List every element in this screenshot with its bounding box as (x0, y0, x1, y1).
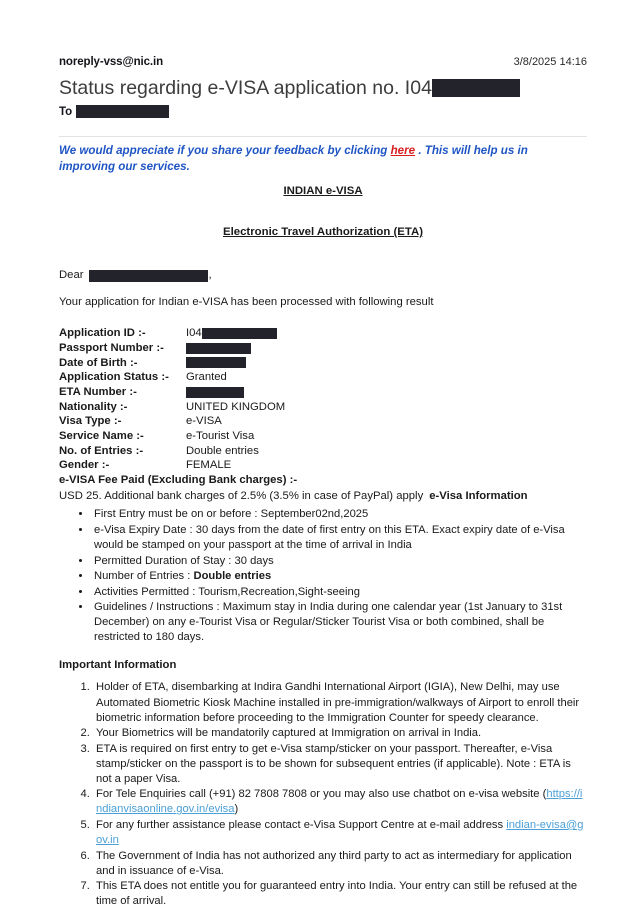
email-body (59, 143, 587, 910)
detail-value: e-Tourist Visa (186, 430, 255, 443)
detail-label (59, 458, 186, 473)
heading-eta (59, 225, 587, 240)
detail-label-text: Passport Number (59, 341, 154, 354)
redacted-value (186, 357, 246, 368)
subject-text: Status regarding e-VISA application no. I04 (59, 77, 432, 99)
sender-address: noreply-vss@nic.in (59, 56, 163, 68)
detail-label (59, 341, 186, 356)
list-item (93, 680, 587, 725)
detail-colon: :- (113, 415, 122, 428)
fee-label: e-VISA Fee Paid (Excluding Bank charges) :- (59, 474, 298, 487)
heading-eta-text: Electronic Travel Authorization (ETA) (223, 226, 423, 239)
table-row (59, 370, 285, 385)
detail-value (186, 356, 285, 371)
important-information-heading: Important Information (59, 659, 177, 672)
redacted-value (186, 387, 244, 398)
email-subject (59, 77, 587, 99)
detail-label (59, 400, 186, 415)
detail-label-text: Gender (59, 459, 99, 472)
email-timestamp: 3/8/2025 14:16 (513, 56, 587, 68)
redacted-recipient (76, 105, 169, 118)
redacted-applicant-name (89, 270, 208, 282)
detail-colon: :- (129, 386, 137, 398)
salutation (59, 268, 587, 283)
list-item-text: Your Biometrics will be mandatorily captured at Immigration on arrival in India. (96, 727, 482, 740)
detail-label-text: ETA Number (59, 386, 127, 398)
detail-label-text: Nationality (59, 400, 117, 413)
detail-value (186, 385, 285, 400)
table-row (59, 326, 285, 341)
table-row (59, 385, 285, 400)
detail-label (59, 356, 186, 371)
table-row (59, 458, 285, 473)
detail-value: UNITED KINGDOM (186, 400, 286, 413)
application-details-table (59, 326, 285, 473)
list-item-text: Guidelines / Instructions : Maximum stay in India during one calendar year (1st January to 31st December) on any e-Tourist Visa or Regular/Sticker Tourist Visa or both combined, shall be restricted to 180 days. (94, 601, 563, 644)
intro-text: Your application for Indian e-VISA has been processed with following result (59, 296, 434, 309)
list-item (92, 600, 587, 645)
list-item-text-after: ) (234, 803, 239, 816)
evisa-website-link[interactable]: https://indianvisaonline.gov.in/evisa (96, 788, 583, 816)
detail-colon: :- (161, 371, 169, 384)
to-label: To (59, 105, 73, 118)
table-row (59, 429, 285, 444)
list-item-text: For any further assistance please contact e-Visa Support Centre at e-mail address (96, 819, 507, 832)
list-item-text: Number of Entries : (94, 570, 194, 583)
header-top-row (59, 56, 587, 68)
detail-colon: :- (135, 444, 144, 457)
heading-indian-evisa (59, 184, 587, 199)
detail-label-text: Application Status (59, 371, 159, 384)
fee-line (59, 489, 587, 504)
list-item (92, 585, 587, 600)
detail-label (59, 385, 186, 400)
redacted-value (186, 343, 251, 354)
list-item (93, 879, 587, 909)
list-item-text: For Tele Enquiries call (+91) 82 7808 7808 or you may also use chatbot on e-visa website ( (96, 788, 547, 801)
table-row (59, 356, 285, 371)
detail-colon: :- (119, 400, 128, 413)
list-item-text: Activities Permitted : Tourism,Recreation,Sight-seeing (94, 585, 360, 598)
detail-label-text: Application ID (59, 327, 135, 340)
list-item (93, 726, 587, 741)
heading-evisa-information: e-Visa Information (429, 489, 528, 502)
list-item-text: The Government of India has not authorized any third party to act as intermediary for application and in issuance of e-Visa. (96, 849, 572, 877)
list-item (92, 569, 587, 584)
list-item (93, 818, 587, 848)
support-email-link[interactable]: indian-evisa@gov.in (96, 819, 584, 847)
detail-label (59, 444, 186, 459)
detail-label (59, 429, 186, 444)
list-item (92, 554, 587, 569)
detail-colon: :- (136, 430, 144, 443)
table-row (59, 444, 285, 459)
list-item (92, 523, 587, 553)
redacted-application-number (432, 79, 520, 97)
header-divider (59, 136, 587, 137)
heading-indian-evisa-text: INDIAN e-VISA (283, 184, 363, 197)
detail-value: FEMALE (186, 459, 232, 472)
detail-label-text: Visa Type (59, 415, 111, 428)
feedback-here-link[interactable]: here (390, 144, 416, 157)
detail-colon: :- (156, 341, 164, 354)
list-item-text: ETA is required on first entry to get e-Visa stamp/sticker on your passport. Thereafter, e-Visa stamp/sticker on the passport is to be shown for subsequent entries (if applicable). Note : ETA is not a paper Visa. (96, 742, 571, 785)
details-body (59, 326, 285, 473)
dear-label: Dear (59, 269, 84, 282)
list-item-emphasis: Double entries (193, 570, 272, 583)
detail-value-text: I04 (186, 327, 202, 340)
detail-value: Granted (186, 371, 227, 384)
detail-colon: :- (129, 356, 138, 369)
list-item-text: Permitted Duration of Stay : 30 days (94, 554, 274, 567)
recipient-row (59, 105, 587, 118)
list-item-text: Holder of ETA, disembarking at Indira Gandhi International Airport (IGIA), New Delhi, may use Automated Biometric Kiosk Machine installed in pre-immigration/walkways of Airport to enroll their biometric information before proceeding to the Immigration Counter for speedy clearance. (96, 681, 580, 724)
detail-label-text: Service Name (59, 430, 134, 443)
redacted-value (202, 328, 277, 339)
detail-colon: :- (138, 327, 146, 340)
detail-value: e-VISA (186, 415, 222, 428)
list-item (93, 787, 587, 817)
table-row (59, 341, 285, 356)
detail-label (59, 370, 186, 385)
feedback-banner (59, 143, 587, 175)
feedback-text-before: We would appreciate if you share your feedback by clicking (59, 144, 391, 157)
list-item-text: This ETA does not entitle you for guaranteed entry into India. Your entry can still be refused at the time of arrival. (96, 880, 578, 908)
salutation-punctuation: , (208, 269, 212, 282)
detail-label (59, 414, 186, 429)
feedback-text-after: . This will help us in improving our services. (59, 144, 528, 173)
list-item (93, 849, 587, 879)
list-item-text: e-Visa Expiry Date : 30 days from the date of first entry on this ETA. Exact expiry date of e-Visa would be stamped on your passport at the time of arrival in India (94, 523, 565, 551)
list-item (93, 742, 587, 787)
table-row (59, 414, 285, 429)
detail-label-text: Date of Birth (59, 356, 127, 369)
detail-label-text: No. of Entries (59, 444, 133, 457)
evisa-information-list (59, 507, 587, 645)
list-item-text: First Entry must be on or before : September02nd,2025 (94, 508, 369, 521)
list-item (92, 507, 587, 522)
detail-label (59, 326, 186, 341)
detail-value (186, 341, 285, 356)
email-header (59, 56, 587, 118)
table-row (59, 400, 285, 415)
fee-value: USD 25. Additional bank charges of 2.5% (3.5% in case of PayPal) apply (59, 489, 424, 502)
detail-value: Double entries (186, 444, 259, 457)
detail-colon: :- (101, 459, 110, 472)
detail-value (186, 326, 285, 341)
important-information-list (59, 680, 587, 909)
